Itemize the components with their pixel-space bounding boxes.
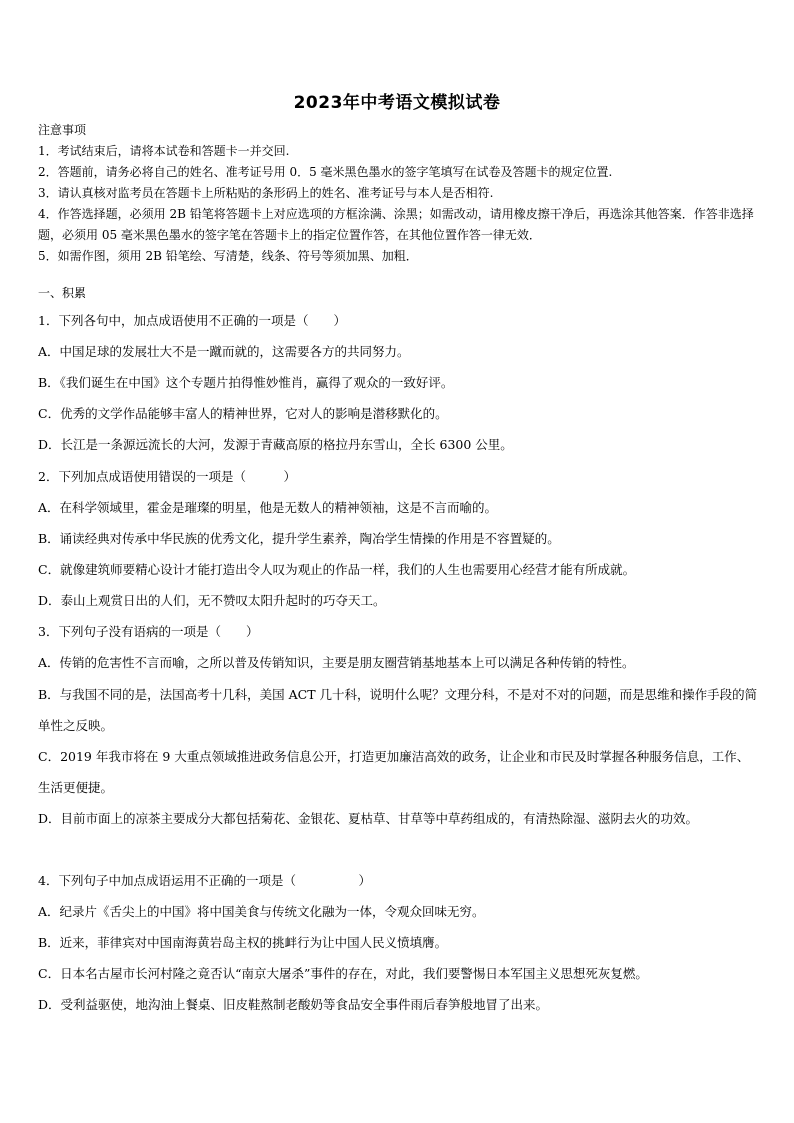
- question-stem: 2．下列加点成语使用错误的一项是（ ）: [38, 469, 296, 484]
- question-stem: 3．下列句子没有语病的一项是（ ）: [38, 624, 259, 639]
- question-option: A．在科学领域里，霍金是璀璨的明星，他是无数人的精神领袖，这是不言而喻的。: [38, 500, 498, 515]
- question-option: D．泰山上观赏日出的人们，无不赞叹太阳升起时的巧夺天工。: [38, 593, 386, 608]
- question-option: A．传销的危害性不言而喻，之所以普及传销知识，主要是朋友圈营销基地基本上可以满足各种传销的特性。: [38, 655, 635, 670]
- question-option: B．《我们诞生在中国》这个专题片拍得惟妙惟肖，赢得了观众的一致好评。: [38, 375, 454, 390]
- question-option: C．日本名古屋市长河村隆之竟否认“南京大屠杀”事件的存在，对此，我们要警惕日本军国主义思想死灰复燃。: [38, 966, 648, 981]
- question-option: D．长江是一条源远流长的大河，发源于青藏高原的格拉丹东雪山，全长 6300 公里。: [38, 437, 513, 452]
- question-stem: 4．下列句子中加点成语运用不正确的一项是（ ）: [38, 873, 371, 888]
- question-option: C．就像建筑师要精心设计才能打造出令人叹为观止的作品一样，我们的人生也需要用心经营才能有所成就。: [38, 562, 636, 577]
- notice-item: 2．答题前，请务必将自己的姓名、准考证号用 0．5 毫米黑色墨水的签字笔填写在试卷及答题卡的规定位置.: [38, 165, 613, 179]
- question-option: D．目前市面上的凉茶主要成分大都包括菊花、金银花、夏枯草、甘草等中草药组成的，有清热除湿、滋阴去火的功效。: [38, 811, 699, 826]
- question-option: C．2019 年我市将在 9 大重点领域推进政务信息公开，打造更加廉洁高效的政务，让企业和市民及时掌握各种服务信息，工作、生活更便捷。: [38, 749, 750, 795]
- notice-item: 1．考试结束后，请将本试卷和答题卡一并交回.: [38, 144, 290, 158]
- notice-item: 5．如需作图，须用 2B 铅笔绘、写清楚，线条、符号等须加黑、加粗．: [38, 249, 418, 263]
- question-option: D．受利益驱使，地沟油上餐桌、旧皮鞋熬制老酸奶等食品安全事件雨后春笋般地冒了出来。: [38, 997, 549, 1012]
- notice-section: [38, 120, 760, 267]
- notice-item: 3．请认真核对监考员在答题卡上所粘贴的条形码上的姓名、准考证号与本人是否相符.: [38, 186, 494, 200]
- question-option: B．与我国不同的是，法国高考十几科，美国 ACT 几十科，说明什么呢？文理分科，不是对不对的问题，而是思维和操作手段的简单性之反映。: [38, 687, 758, 733]
- notice-heading: 注意事项: [38, 123, 87, 137]
- question-option: C．优秀的文学作品能够丰富人的精神世界，它对人的影响是潜移默化的。: [38, 406, 448, 421]
- section-title: 一、积累: [38, 286, 87, 300]
- notice-item: 4．作答选择题，必须用 2B 铅笔将答题卡上对应选项的方框涂满、涂黑；如需改动，请用橡皮擦干净后，再选涂其他答案．作答非选择题，必须用 05 毫米黑色墨水的签字笔在答题卡上的指定位置作答，在其他位置作答一律无效．: [38, 207, 754, 242]
- question-option: A．纪录片《舌尖上的中国》将中国美食与传统文化融为一体，令观众回味无穷。: [38, 904, 485, 919]
- question-option: A．中国足球的发展壮大不是一蹴而就的，这需要各方的共同努力。: [38, 344, 410, 359]
- question-stem: 1．下列各句中，加点成语使用不正确的一项是（ ）: [38, 313, 346, 328]
- question-option: B．诵读经典对传承中华民族的优秀文化，提升学生素养，陶冶学生情操的作用是不容置疑的。: [38, 531, 560, 546]
- page-title: 2023年中考语文模拟试卷: [293, 93, 501, 113]
- question-option: B．近来，菲律宾对中国南海黄岩岛主权的挑衅行为让中国人民义愤填膺。: [38, 935, 448, 950]
